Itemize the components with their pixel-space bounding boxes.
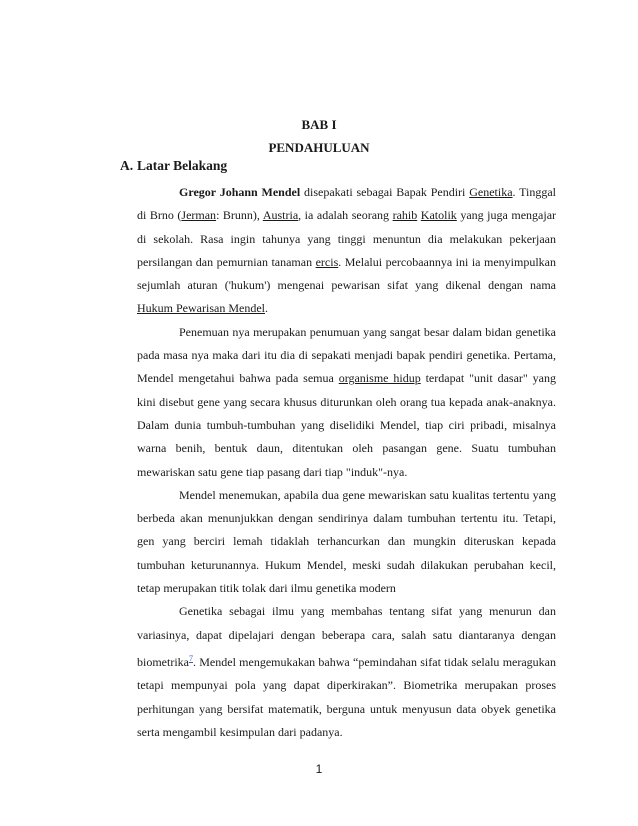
paragraph-text: disepakati sebagai Bapak Pendiri: [300, 185, 470, 199]
link-ercis[interactable]: ercis: [315, 254, 339, 269]
paragraph-text: , ia adalah seorang: [298, 208, 393, 223]
paragraph-4: [137, 600, 556, 744]
link-genetika[interactable]: Genetika: [469, 185, 513, 199]
section-title: Latar Belakang: [137, 158, 228, 173]
chapter-title: PENDAHULUAN: [268, 140, 370, 155]
paragraph-text: . Mendel mengemukakan bahwa “pemindahan sifat tidak selalu meragukan tetapi mempunyai pola yang dapat diperkirakan”. Biometrika merupakan proses perhitungan yang bersifat matematik, berguna untuk menyusun data obyek genetika serta mengambil kesimpulan dari padanya.: [137, 654, 556, 739]
link-katolik[interactable]: Katolik: [420, 208, 457, 223]
paragraph-text: .: [264, 301, 268, 316]
lead-name: Gregor Johann Mendel: [179, 185, 301, 199]
paragraph-1: [137, 181, 556, 321]
paragraph-2: [137, 321, 556, 484]
link-hukum-pewarisan-mendel[interactable]: Hukum Pewarisan Mendel: [137, 301, 265, 316]
paragraph-text: : Brunn),: [216, 208, 263, 223]
paragraph-text: . Tinggal di Brno (: [137, 185, 557, 223]
paragraph-text: terdapat "unit dasar" yang kini disebut gene yang secara khusus diturunkan oleh orang tua kepada anak-anaknya. Dalam dunia tumbuh-tumbuhan yang diselidiki Mendel, tiap ciri pribadi, misalnya warna benih, bentuk daun, ditentukan oleh pasangan gene. Suatu tumbuhan mewariskan satu gene tiap pasang dari tiap "induk"-nya.: [137, 371, 556, 479]
paragraph-3: [137, 484, 556, 600]
paragraph-text: Mendel menemukan, apabila dua gene mewariskan satu kualitas tertentu yang berbeda akan menunjukkan dengan sendirinya dalam tumbuhan tertentu itu. Tetapi, gen yang berciri lemah tidaklah terhancurkan dan mungkin diteruskan kepada tumbuhan keturunannya. Hukum Mendel, meski sudah dilakukan perubahan kecil, tetap merupakan titik tolak dari ilmu genetika modern: [137, 487, 556, 596]
section-heading: [120, 158, 227, 174]
section-marker: A.: [120, 158, 134, 173]
paragraph-text: Penemuan nya merupakan penumuan yang sangat besar dalam bidan genetika pada masa nya maka dari itu dia di sepakati menjadi bapak pendiri genetika. Pertama, Mendel mengetahui bahwa pada semua: [137, 324, 556, 386]
body-text: [137, 181, 556, 744]
chapter-number: BAB I: [301, 117, 337, 132]
paragraph-text: Genetika sebagai ilmu yang membahas tentang sifat yang menurun dan variasinya, dapat dipelajari dengan beberapa cara, salah satu diantaranya dengan biometrika: [137, 604, 556, 669]
paragraph-text: yang juga mengajar di sekolah. Rasa ingin tahunya yang tinggi menuntun dia melakukan pekerjaan persilangan dan pemurnian tanaman: [137, 208, 557, 269]
link-organisme-hidup[interactable]: organisme hidup: [338, 371, 421, 386]
link-austria[interactable]: Austria: [262, 208, 299, 223]
page-number: 1: [315, 762, 323, 776]
paragraph-text: . Melalui percobaannya ini ia menyimpulkan sejumlah aturan ('hukum') mengenai pewarisan sifat yang dikenal dengan nama: [137, 254, 556, 293]
link-rahib[interactable]: rahib: [392, 208, 418, 223]
link-jerman[interactable]: Jerman: [181, 208, 217, 223]
footnote-ref-link[interactable]: 7: [188, 653, 193, 663]
